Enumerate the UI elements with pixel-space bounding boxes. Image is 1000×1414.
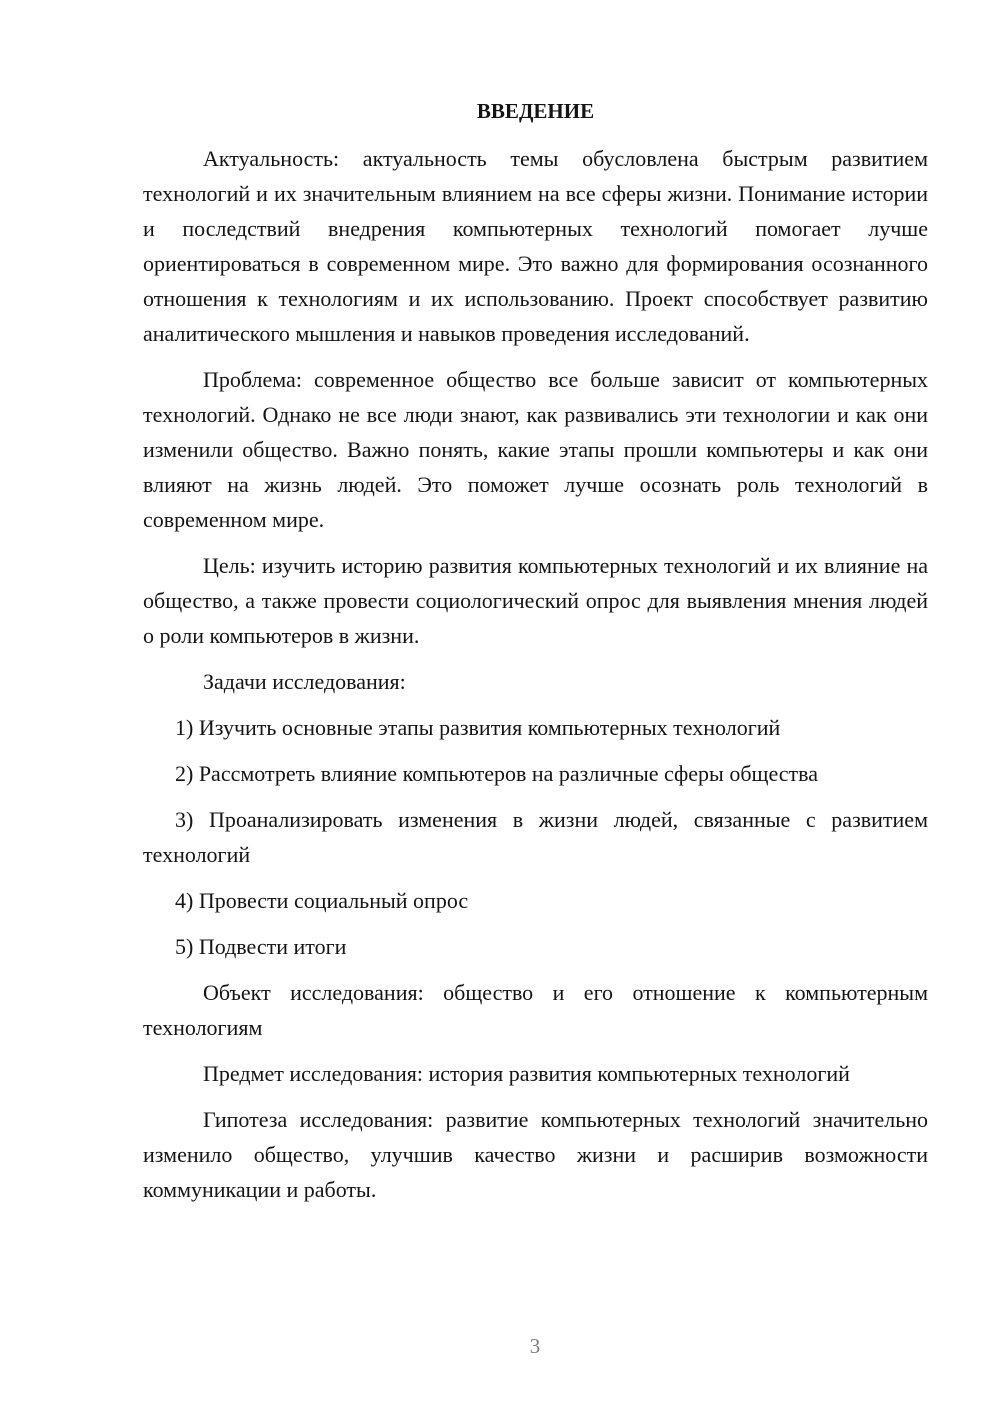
paragraph-hypothesis: Гипотеза исследования: развитие компьютерных технологий значительно изменило общество, улучшив качество жизни и расширив возможности коммуникации и работы. [143, 1107, 928, 1202]
paragraph-relevance: Актуальность: актуальность темы обусловлена быстрым развитием технологий и их значительным влиянием на все сферы жизни. Понимание истории и последствий внедрения компьютерных технологий помогает лучше ориентироваться в современном мире. Это важно для формирования осознанного отношения к технологиям и их использованию. Проект способствует развитию аналитического мышления и навыков проведения исследований. [143, 146, 928, 346]
paragraph-goal: Цель: изучить историю развития компьютерных технологий и их влияние на общество, а также провести социологический опрос для выявления мнения людей о роли компьютеров в жизни. [143, 553, 928, 648]
paragraph-subject: Предмет исследования: история развития компьютерных технологий [203, 1061, 850, 1086]
paragraph-object: Объект исследования: общество и его отношение к компьютерным технологиям [143, 980, 928, 1040]
page-content [143, 94, 928, 1218]
page-heading: ВВЕДЕНИЕ [476, 99, 595, 123]
task-item-3: 3) Проанализировать изменения в жизни людей, связанные с развитием технологий [143, 807, 928, 867]
tasks-heading: Задачи исследования: [203, 669, 406, 694]
page-number: 3 [529, 1334, 541, 1358]
task-item-2: 2) Рассмотреть влияние компьютеров на различные сферы общества [175, 761, 819, 786]
task-item-4: 4) Провести социальный опрос [175, 888, 469, 913]
task-item-1: 1) Изучить основные этапы развития компьютерных технологий [175, 715, 781, 740]
paragraph-problem: Проблема: современное общество все больше зависит от компьютерных технологий. Однако не все люди знают, как развивались эти технологии и как они изменили общество. Важно понять, какие этапы прошли компьютеры и как они влияют на жизнь людей. Это поможет лучше осознать роль технологий в современном мире. [143, 367, 928, 532]
task-item-5: 5) Подвести итоги [175, 934, 347, 959]
